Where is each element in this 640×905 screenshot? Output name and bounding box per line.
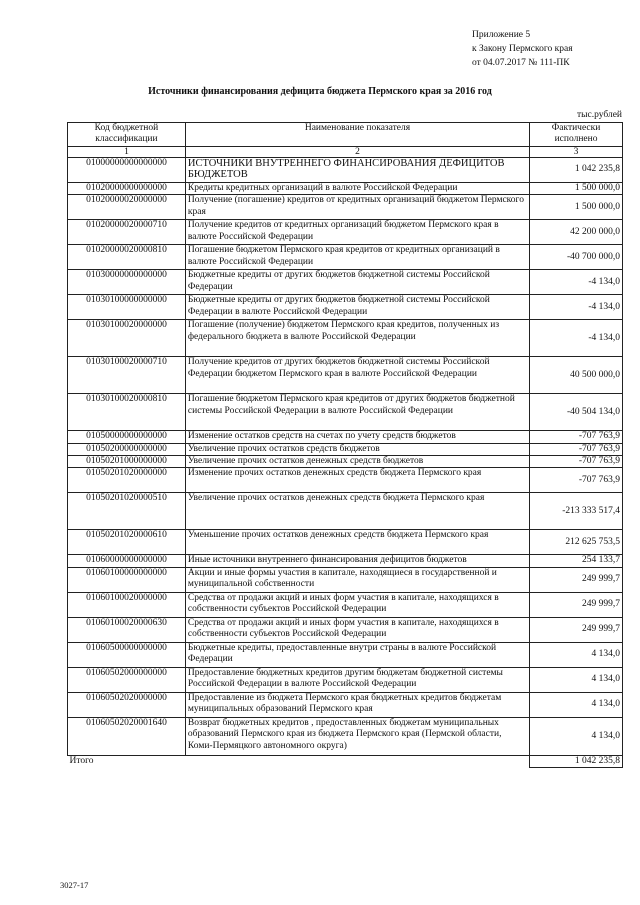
row-value: 4 134,0 — [530, 692, 623, 717]
row-value: -707 763,9 — [530, 456, 623, 468]
row-value: 4 134,0 — [530, 717, 623, 755]
table-row — [68, 456, 623, 468]
row-name: Бюджетные кредиты, предоставленные внутри страны в валюте Российской Федерации — [185, 642, 529, 667]
table-row — [68, 320, 623, 357]
row-code: 01020000020000000 — [68, 195, 186, 220]
row-value: 1 042 235,8 — [530, 157, 623, 182]
row-name: Изменение остатков средств на счетах по учету средств бюджетов — [185, 431, 529, 443]
table-header-row — [68, 123, 623, 147]
table-body — [68, 157, 623, 755]
column-number: 1 — [68, 146, 186, 157]
row-value: -40 700 000,0 — [530, 245, 623, 270]
row-code: 01020000020000810 — [68, 245, 186, 270]
row-name: Бюджетные кредиты от других бюджетов бюджетной системы Российской Федерации в валюте Российской Федерации — [185, 295, 529, 320]
row-value: 4 134,0 — [530, 642, 623, 667]
row-value: 249 999,7 — [530, 567, 623, 592]
row-name: Кредиты кредитных организаций в валюте Российской Федерации — [185, 182, 529, 194]
row-code: 01030100020000810 — [68, 394, 186, 431]
table-row — [68, 692, 623, 717]
row-code: 01050201020000000 — [68, 468, 186, 493]
row-name: Акции и иные формы участия в капитале, находящиеся в государственной и муниципальной собственности — [185, 567, 529, 592]
table-row — [68, 220, 623, 245]
table-row — [68, 245, 623, 270]
row-name: Увеличение прочих остатков денежных средств бюджета Пермского края — [185, 493, 529, 530]
header-value: Фактически исполнено — [530, 123, 623, 147]
row-code: 01030100020000710 — [68, 357, 186, 394]
row-code: 01020000020000710 — [68, 220, 186, 245]
row-value: -213 333 517,4 — [530, 493, 623, 530]
table-row — [68, 493, 623, 530]
row-value: 212 625 753,5 — [530, 530, 623, 555]
row-name: Получение (погашение) кредитов от кредитных организаций бюджетом Пермского края — [185, 195, 529, 220]
row-code: 01030000000000000 — [68, 270, 186, 295]
total-row — [68, 755, 623, 767]
row-value: -707 763,9 — [530, 431, 623, 443]
row-value: 249 999,7 — [530, 592, 623, 617]
footer-code: 3027-17 — [60, 880, 89, 890]
table-row — [68, 443, 623, 455]
row-code: 01050200000000000 — [68, 443, 186, 455]
row-value: -707 763,9 — [530, 468, 623, 493]
row-code: 01000000000000000 — [68, 157, 186, 182]
table-row — [68, 157, 623, 182]
table-row — [68, 357, 623, 394]
row-value: 40 500 000,0 — [530, 357, 623, 394]
table-row — [68, 295, 623, 320]
table-row — [68, 530, 623, 555]
table-row — [68, 567, 623, 592]
row-name: Возврат бюджетных кредитов , предоставленных бюджетам муниципальных образований Пермского края из бюджета Пермского края (Пермской области, Коми-Пермяцкого автономного округа) — [185, 717, 529, 755]
row-name: Предоставление бюджетных кредитов другим бюджетам бюджетной системы Российской Федерации в валюте Российской Федерации — [185, 667, 529, 692]
row-name: Погашение бюджетом Пермского края кредитов от других бюджетов бюджетной системы Российской Федерации в валюте Российской Федерации — [185, 394, 529, 431]
row-name: Увеличение прочих остатков денежных средств бюджетов — [185, 456, 529, 468]
total-spacer — [185, 755, 529, 767]
row-name: Получение кредитов от других бюджетов бюджетной системы Российской Федерации бюджетом Пермского края в валюте Российской Федерации — [185, 357, 529, 394]
appendix-line-3: от 04.07.2017 № 111-ПК — [472, 58, 570, 68]
total-value: 1 042 235,8 — [530, 755, 623, 767]
row-code: 01060100000000000 — [68, 567, 186, 592]
table-row — [68, 394, 623, 431]
row-value: -707 763,9 — [530, 443, 623, 455]
row-name: Погашение бюджетом Пермского края кредитов от кредитных организаций в валюте Российской Федерации — [185, 245, 529, 270]
row-name: ИСТОЧНИКИ ВНУТРЕННЕГО ФИНАНСИРОВАНИЯ ДЕФИЦИТОВ БЮДЖЕТОВ — [185, 157, 529, 182]
row-name: Средства от продажи акций и иных форм участия в капитале, находящихся в собственности субъектов Российской Федерации — [185, 592, 529, 617]
table-row — [68, 431, 623, 443]
row-name: Получение кредитов от кредитных организаций бюджетом Пермского края в валюте Российской Федерации — [185, 220, 529, 245]
total-label: Итого — [68, 755, 186, 767]
row-value: -40 504 134,0 — [530, 394, 623, 431]
table-row — [68, 642, 623, 667]
column-number-row — [68, 146, 623, 157]
row-value: 1 500 000,0 — [530, 182, 623, 194]
row-name: Увеличение прочих остатков средств бюджетов — [185, 443, 529, 455]
appendix-line-2: к Закону Пермского края — [472, 44, 573, 54]
row-value: 1 500 000,0 — [530, 195, 623, 220]
header-code: Код бюджетной классификации — [68, 123, 186, 147]
row-code: 01060100020000000 — [68, 592, 186, 617]
row-code: 01060502000000000 — [68, 667, 186, 692]
row-value: -4 134,0 — [530, 295, 623, 320]
appendix-note — [472, 28, 573, 70]
row-value: 4 134,0 — [530, 667, 623, 692]
table-row — [68, 667, 623, 692]
row-code: 01060000000000000 — [68, 555, 186, 567]
table-row — [68, 555, 623, 567]
row-code: 01050000000000000 — [68, 431, 186, 443]
row-value: -4 134,0 — [530, 320, 623, 357]
row-code: 01030100020000000 — [68, 320, 186, 357]
unit-label: тыс.рублей — [576, 110, 622, 120]
row-code: 01060500000000000 — [68, 642, 186, 667]
row-code: 01050201020000510 — [68, 493, 186, 530]
row-code: 01030100000000000 — [68, 295, 186, 320]
row-name: Погашение (получение) бюджетом Пермского края кредитов, полученных из федерального бюджета в валюте Российской Федерации — [185, 320, 529, 357]
row-code: 01060502020001640 — [68, 717, 186, 755]
table-row — [68, 195, 623, 220]
appendix-line-1: Приложение 5 — [472, 30, 531, 40]
table-row — [68, 182, 623, 194]
table-row — [68, 592, 623, 617]
row-value: 42 200 000,0 — [530, 220, 623, 245]
row-code: 01050201000000000 — [68, 456, 186, 468]
row-name: Иные источники внутреннего финансирования дефицитов бюджетов — [185, 555, 529, 567]
row-name: Бюджетные кредиты от других бюджетов бюджетной системы Российской Федерации — [185, 270, 529, 295]
row-code: 01060502020000000 — [68, 692, 186, 717]
row-value: 249 999,7 — [530, 617, 623, 642]
row-name: Уменьшение прочих остатков денежных средств бюджета Пермского края — [185, 530, 529, 555]
table-row — [68, 617, 623, 642]
table-row — [68, 468, 623, 493]
table-row — [68, 270, 623, 295]
row-name: Средства от продажи акций и иных форм участия в капитале, находящихся в собственности субъектов Российской Федерации — [185, 617, 529, 642]
row-name: Изменение прочих остатков денежных средств бюджета Пермского края — [185, 468, 529, 493]
row-value: 254 133,7 — [530, 555, 623, 567]
deficit-sources-table — [67, 122, 623, 768]
column-number: 3 — [530, 146, 623, 157]
column-number: 2 — [185, 146, 529, 157]
table-row — [68, 717, 623, 755]
row-value: -4 134,0 — [530, 270, 623, 295]
row-name: Предоставление из бюджета Пермского края бюджетных кредитов бюджетам муниципальных образований Пермского края — [185, 692, 529, 717]
row-code: 01050201020000610 — [68, 530, 186, 555]
row-code: 01060100020000630 — [68, 617, 186, 642]
document-title: Источники финансирования дефицита бюджета Пермского края за 2016 год — [148, 86, 492, 97]
row-code: 01020000000000000 — [68, 182, 186, 194]
header-name: Наименование показателя — [185, 123, 529, 147]
